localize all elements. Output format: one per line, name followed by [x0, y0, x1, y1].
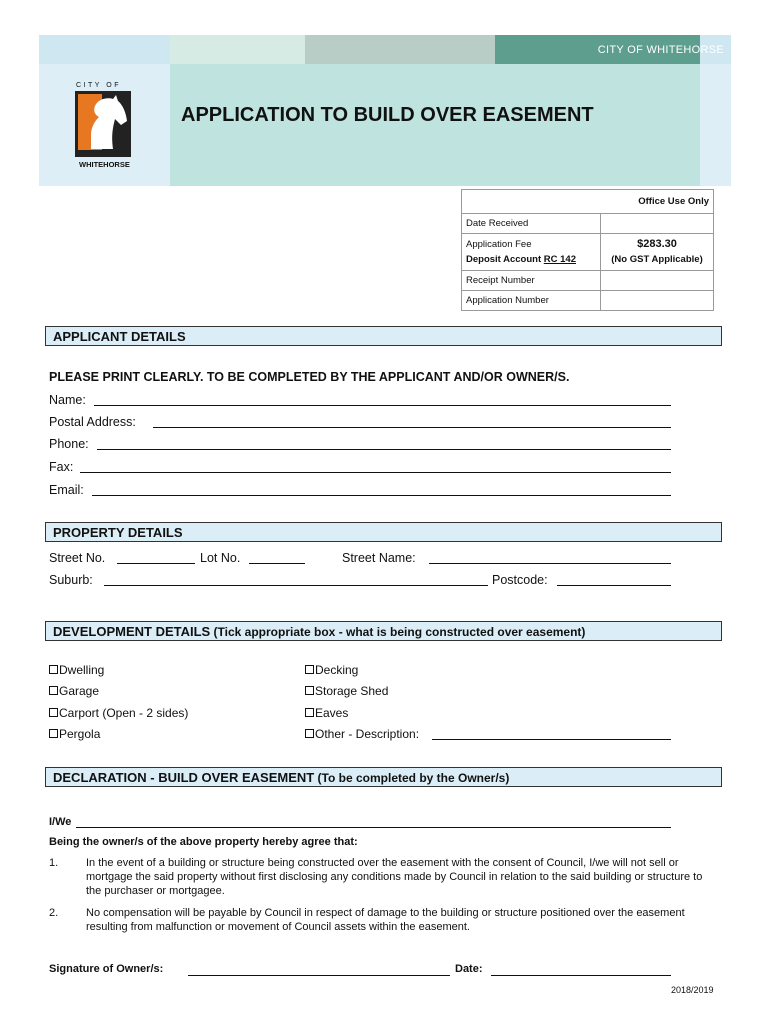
declaration-section-heading: [45, 767, 722, 787]
suburb-field[interactable]: [104, 585, 488, 586]
agreement-intro: Being the owner/s of the above property hereby agree that:: [49, 836, 358, 848]
checkbox-other[interactable]: [305, 727, 419, 741]
iwe-label: I/We: [49, 816, 72, 828]
checkbox-carport[interactable]: [49, 706, 188, 720]
checkbox-label: Decking: [315, 663, 359, 677]
email-field[interactable]: [92, 495, 671, 496]
fee-amount: $283.30: [637, 238, 677, 250]
property-section-heading: PROPERTY DETAILS: [45, 522, 722, 542]
postcode-field[interactable]: [557, 585, 671, 586]
development-heading-note: (Tick appropriate box - what is being constructed over easement): [210, 625, 586, 639]
checkbox-label: Eaves: [315, 706, 349, 720]
checkbox-eaves[interactable]: [305, 706, 348, 720]
checkbox-icon: [49, 729, 58, 738]
item2-text: No compensation will be payable by Council in respect of damage to the building or structure positioned over the easement resulting from malfunction or movement of Council assets within the easement.: [86, 907, 685, 933]
lot-no-field[interactable]: [249, 563, 305, 564]
checkbox-icon: [305, 665, 314, 674]
email-label: Email:: [49, 483, 84, 497]
name-label: Name:: [49, 393, 86, 407]
item2-number: 2.: [49, 907, 59, 919]
declaration-heading-text: DECLARATION - BUILD OVER EASEMENT: [53, 770, 315, 785]
checkbox-label: Garage: [59, 684, 100, 698]
checkbox-icon: [305, 729, 314, 738]
development-section-heading: [45, 621, 722, 641]
checkbox-label: Storage Shed: [315, 684, 389, 698]
item1-number: 1.: [49, 857, 59, 869]
receipt-number-field[interactable]: [601, 271, 714, 291]
page-title: APPLICATION TO BUILD OVER EASEMENT: [181, 104, 594, 126]
applicant-section-heading: APPLICANT DETAILS: [45, 326, 722, 346]
signature-label: Signature of Owner/s:: [49, 963, 164, 975]
checkbox-icon: [305, 686, 314, 695]
phone-label: Phone:: [49, 437, 89, 451]
deposit-account-text: Deposit Account: [466, 254, 544, 265]
checkbox-label: Pergola: [59, 727, 101, 741]
street-no-field[interactable]: [117, 563, 195, 564]
checkbox-icon: [49, 665, 58, 674]
date-received-field[interactable]: [601, 214, 714, 234]
checkbox-label: Dwelling: [59, 663, 105, 677]
development-heading-text: DEVELOPMENT DETAILS: [53, 624, 211, 639]
footer-year: 2018/2019: [671, 985, 714, 995]
item1-text: In the event of a building or structure being constructed over the easement with the consent of Council, I/we will not sell or mortgage the said property without first disclosing any conditions made by Council in relation to the said building or structure to the purchaser or mortgagee.: [86, 857, 703, 897]
checkbox-icon: [49, 686, 58, 695]
name-field[interactable]: [94, 405, 671, 406]
postal-address-field[interactable]: [153, 427, 671, 428]
application-number-field[interactable]: [601, 291, 714, 311]
checkbox-pergola[interactable]: [49, 727, 100, 741]
logo-top-text: CITY OF: [76, 82, 121, 89]
rc-code: RC 142: [543, 254, 576, 265]
declaration-heading-note: (To be completed by the Owner/s): [314, 771, 510, 785]
checkbox-garage[interactable]: [49, 684, 99, 698]
checkbox-dwelling[interactable]: [49, 663, 104, 677]
whitehorse-logo: [75, 91, 131, 157]
signature-field[interactable]: [188, 975, 450, 976]
application-fee-label: Application Fee: [466, 239, 532, 250]
date-label: Date:: [455, 963, 483, 975]
fax-field[interactable]: [80, 472, 671, 473]
street-name-label: Street Name:: [342, 551, 416, 565]
checkbox-storage-shed[interactable]: [305, 684, 388, 698]
application-number-label: Application Number: [462, 291, 601, 311]
header-right-edge: [700, 64, 731, 186]
checkbox-label: Carport (Open - 2 sides): [59, 706, 189, 720]
office-use-table: [461, 189, 714, 311]
strip-city-name: CITY OF WHITEHORSE: [597, 44, 724, 56]
phone-field[interactable]: [97, 449, 671, 450]
iwe-field[interactable]: [76, 827, 671, 828]
postal-address-label: Postal Address:: [49, 415, 136, 429]
deposit-account-label: [466, 252, 596, 267]
checkbox-icon: [305, 708, 314, 717]
office-use-title: Office Use Only: [462, 190, 714, 214]
fax-label: Fax:: [49, 460, 74, 474]
fee-note: (No GST Applicable): [611, 254, 703, 265]
receipt-number-label: Receipt Number: [462, 271, 601, 291]
lot-no-label: Lot No.: [200, 551, 241, 565]
other-description-field[interactable]: [432, 739, 671, 740]
checkbox-icon: [49, 708, 58, 717]
fee-cell: [601, 234, 714, 271]
checkbox-label: Other - Description:: [315, 727, 420, 741]
street-name-field[interactable]: [429, 563, 671, 564]
application-fee-cell: [462, 234, 601, 271]
date-received-label: Date Received: [462, 214, 601, 234]
postcode-label: Postcode:: [492, 573, 548, 587]
logo-area: [39, 64, 170, 186]
checkbox-decking[interactable]: [305, 663, 358, 677]
street-no-label: Street No.: [49, 551, 106, 565]
suburb-label: Suburb:: [49, 573, 93, 587]
logo-bottom-text: WHITEHORSE: [79, 160, 130, 169]
print-instruction: PLEASE PRINT CLEARLY. TO BE COMPLETED BY THE APPLICANT AND/OR OWNER/S.: [49, 370, 570, 384]
date-field[interactable]: [491, 975, 671, 976]
